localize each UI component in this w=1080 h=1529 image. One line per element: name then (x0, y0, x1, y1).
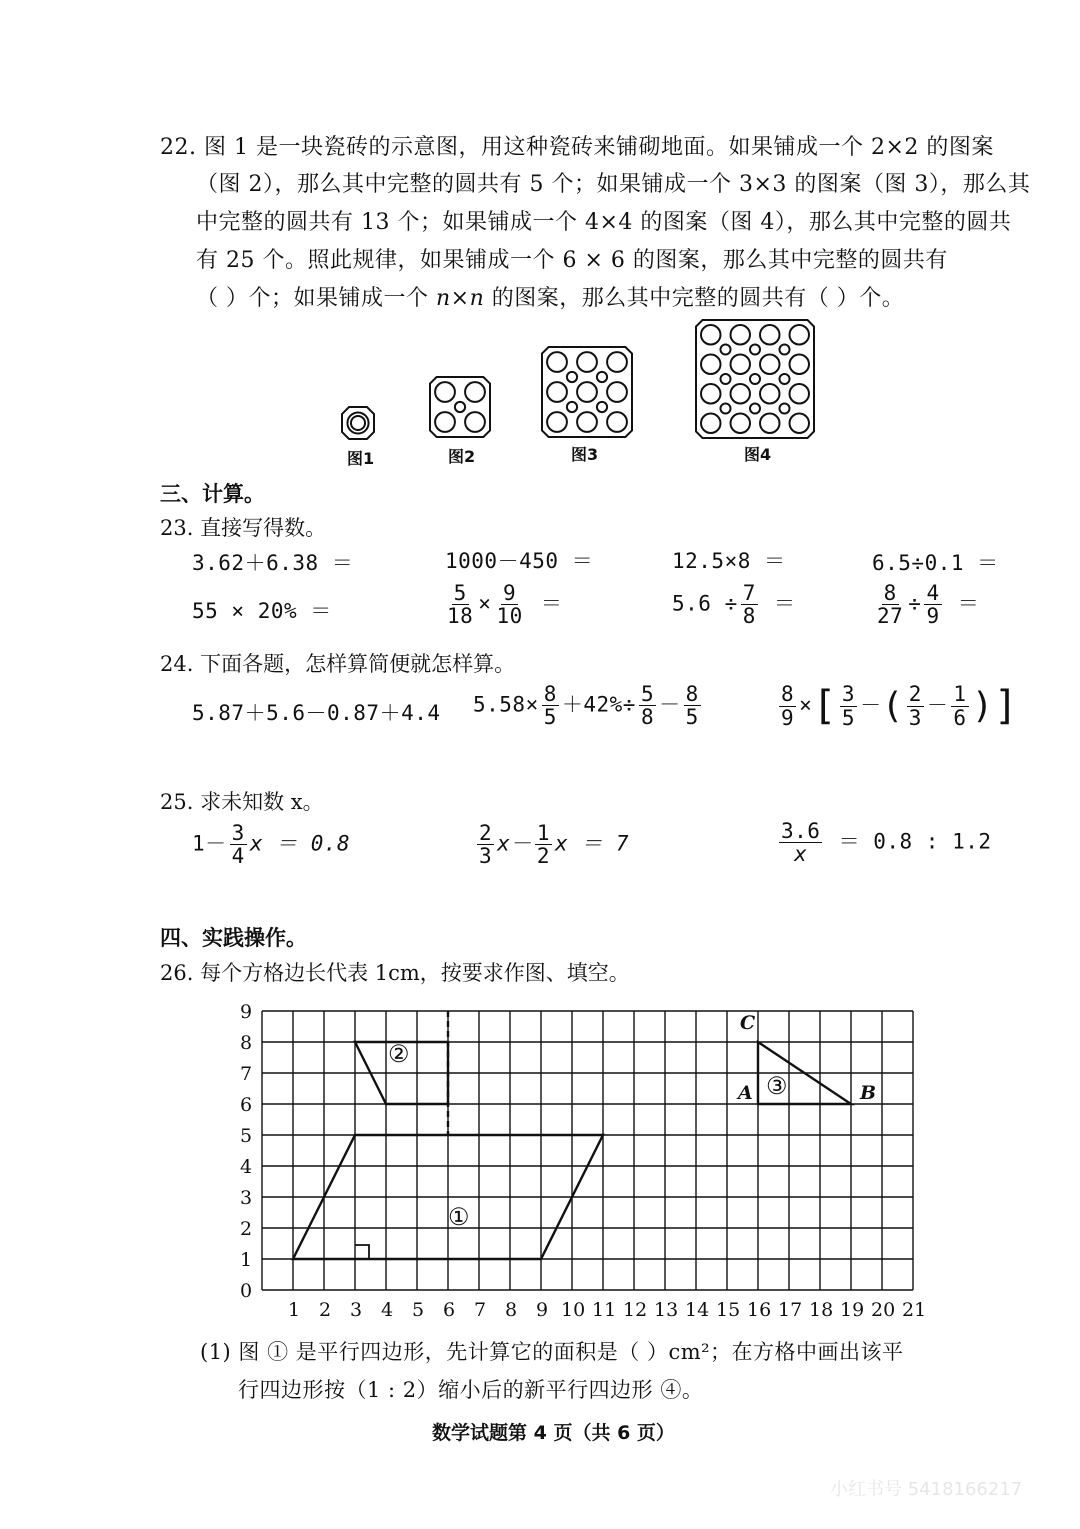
tile-circle (731, 414, 750, 433)
shape-label-1: ① (448, 1203, 470, 1231)
tile-circle (701, 355, 720, 374)
tile-circle (731, 384, 750, 403)
q25-expr-3: $\frac{3.6}{x}$ ＝ 0.8 : 1.2 (781, 819, 992, 867)
tile-outline-4 (696, 320, 814, 438)
q23-expr-6: $\frac{5}{18}$ × $\frac{9}{10}$ ＝ (447, 581, 563, 629)
tile-circle (607, 412, 627, 432)
tile-circle (577, 382, 597, 402)
figure-label-1: 图1 (347, 449, 375, 468)
point-label-c: C (740, 1012, 756, 1034)
figure-label-3: 图3 (571, 445, 599, 464)
point-label-b: B (860, 1082, 877, 1104)
tile-circle (760, 414, 779, 433)
x-tick-label: 21 (902, 1299, 927, 1321)
q23-expr-1: 3.62＋6.38 ＝ (192, 551, 354, 575)
x-tick-label: 5 (412, 1299, 425, 1321)
x-tick-label: 3 (350, 1299, 363, 1321)
x-tick-label: 18 (809, 1299, 834, 1321)
q24-expr-1: 5.87＋5.6－0.87＋4.4 (192, 701, 441, 725)
q22-line-1: 22. 图 1 是一块瓷砖的示意图，用这种瓷砖来铺砌地面。如果铺成一个 2×2 的图案 (160, 135, 994, 160)
tile-circle (577, 412, 597, 432)
right-angle-mark (355, 1245, 369, 1259)
tile-circle (701, 414, 720, 433)
point-label-a: A (738, 1082, 753, 1104)
tile-joint-circle (750, 374, 760, 384)
tile-circle (577, 352, 597, 372)
q22-line-5-a: （ ）个；如果铺成一个 (196, 286, 436, 311)
q22-line-2: （图 2），那么其中完整的圆共有 5 个；如果铺成一个 3×3 的图案（图 3），那么其 (196, 172, 1031, 197)
x-tick-label: 8 (505, 1299, 518, 1321)
figure-label-4: 图4 (744, 445, 772, 464)
q23-title: 23. 直接写得数。 (160, 516, 327, 540)
page-footer: 数学试题第 4 页（共 6 页） (432, 1422, 675, 1444)
tile-circle (547, 412, 567, 432)
q24-title: 24. 下面各题，怎样算简便就怎样算。 (160, 652, 516, 676)
y-tick-label: 3 (240, 1187, 253, 1209)
x-tick-label: 17 (778, 1299, 803, 1321)
y-tick-label: 1 (240, 1249, 253, 1271)
q23-expr-4: 6.5÷0.1 ＝ (872, 551, 999, 575)
y-tick-label: 2 (240, 1218, 253, 1240)
tile-joint-circle (720, 403, 730, 413)
q26-sub1-line-2: 行四边形按（1 : 2）缩小后的新平行四边形 ④。 (238, 1378, 704, 1402)
q23-expr-8: $\frac{8}{27}$ ÷ $\frac{4}{9}$ ＝ (877, 581, 980, 629)
q24-expr-2: 5.58× $\frac{8}{5}$ ＋42%÷ $\frac{5}{8}$ － $\frac{8}{5}$ (473, 682, 699, 730)
tile-circle (790, 325, 809, 344)
x-tick-label: 16 (747, 1299, 772, 1321)
shape-label-3: ③ (766, 1072, 788, 1100)
tile-joint-circle (720, 374, 730, 384)
tile-joint-circle (567, 372, 577, 382)
x-tick-label: 7 (474, 1299, 487, 1321)
q23-expr-7: 5.6 ÷ $\frac{7}{8}$ ＝ (672, 581, 796, 629)
q25-expr-1: 1－ $\frac{3}{4}$ x ＝ 0.8 (192, 821, 351, 869)
x-tick-label: 20 (871, 1299, 896, 1321)
tile-joint-circle (567, 402, 577, 412)
tile-joint-circle (720, 344, 730, 354)
x-tick-label: 6 (443, 1299, 456, 1321)
x-tick-label: 12 (623, 1299, 648, 1321)
q23-expr-3: 12.5×8 ＝ (672, 549, 786, 573)
tile-circle (435, 382, 455, 402)
tile-joint-circle (779, 403, 789, 413)
tile-joint-circle (779, 344, 789, 354)
tile-circle (435, 412, 455, 432)
x-tick-label: 11 (592, 1299, 617, 1321)
tile-circle (731, 355, 750, 374)
tile-circle (607, 382, 627, 402)
tile-circle (465, 412, 485, 432)
tile-circle (760, 355, 779, 374)
y-tick-label: 7 (240, 1063, 253, 1085)
q25-title: 25. 求未知数 x。 (160, 790, 324, 814)
x-tick-label: 15 (716, 1299, 741, 1321)
y-tick-label: 6 (240, 1094, 253, 1116)
tile-circle (731, 325, 750, 344)
q22-line-5-b: 的图案，那么其中完整的圆共有（ ）个。 (484, 286, 905, 311)
tile-joint-circle (597, 372, 607, 382)
tile-circle (607, 352, 627, 372)
q23-expr-5: 55 × 20% ＝ (192, 599, 332, 623)
x-tick-label: 10 (561, 1299, 586, 1321)
q22-variable: n×n (436, 286, 485, 311)
y-tick-label: 8 (240, 1032, 253, 1054)
x-tick-label: 1 (288, 1299, 301, 1321)
y-tick-label: 4 (240, 1156, 253, 1178)
shape-label-2: ② (388, 1040, 410, 1068)
x-tick-label: 9 (536, 1299, 549, 1321)
section-4-title: 四、实践操作。 (160, 926, 307, 950)
watermark: 小红书号 5418166217 (830, 1479, 1023, 1500)
y-tick-label: 5 (240, 1125, 253, 1147)
x-tick-label: 13 (654, 1299, 679, 1321)
q25-expr-2: $\frac{2}{3}$ x－ $\frac{1}{2}$ x ＝ 7 (479, 821, 630, 869)
tile-inner-circle (351, 416, 365, 430)
section-3-title: 三、计算。 (160, 482, 265, 506)
x-tick-label: 14 (685, 1299, 710, 1321)
q26-title: 26. 每个方格边长代表 1cm，按要求作图、填空。 (160, 961, 630, 985)
x-tick-label: 2 (319, 1299, 332, 1321)
grid-figure (230, 995, 940, 1330)
figure-label-2: 图2 (448, 447, 476, 466)
y-tick-label: 9 (240, 1001, 253, 1023)
y-tick-label: 0 (240, 1280, 253, 1302)
tile-joint-circle (750, 344, 760, 354)
tile-circle (465, 382, 485, 402)
tile-circle (760, 384, 779, 403)
q23-expr-2: 1000－450 ＝ (445, 549, 594, 573)
tile-circle (790, 384, 809, 403)
tile-circle (547, 352, 567, 372)
tile-outline-3 (542, 347, 632, 437)
q26-sub1-line-1: (1) 图 ① 是平行四边形，先计算它的面积是（ ）cm²；在方格中画出该平 (200, 1340, 904, 1364)
q22-line-4: 有 25 个。照此规律，如果铺成一个 6 × 6 的图案，那么其中完整的圆共有 (196, 248, 948, 273)
q24-expr-3: $\frac{8}{9}$ ×[ $\frac{3}{5}$ －( $\frac{2}{3}$ － $\frac{1}{6}$ )] (781, 682, 1019, 730)
x-tick-label: 4 (381, 1299, 394, 1321)
q22-line-5 (196, 281, 904, 312)
tile-joint-circle (779, 374, 789, 384)
tile-circle (790, 355, 809, 374)
tile-circle (760, 325, 779, 344)
tile-circle (701, 325, 720, 344)
tile-joint-circle (455, 402, 465, 412)
tile-joint-circle (750, 403, 760, 413)
tile-circle (790, 414, 809, 433)
tile-circle (547, 382, 567, 402)
tile-circle (701, 384, 720, 403)
x-tick-label: 19 (840, 1299, 865, 1321)
tile-joint-circle (597, 402, 607, 412)
q22-line-3: 中完整的圆共有 13 个；如果铺成一个 4×4 的图案（图 4），那么其中完整的圆共 (196, 210, 1012, 235)
tile-outline-2 (430, 377, 490, 437)
